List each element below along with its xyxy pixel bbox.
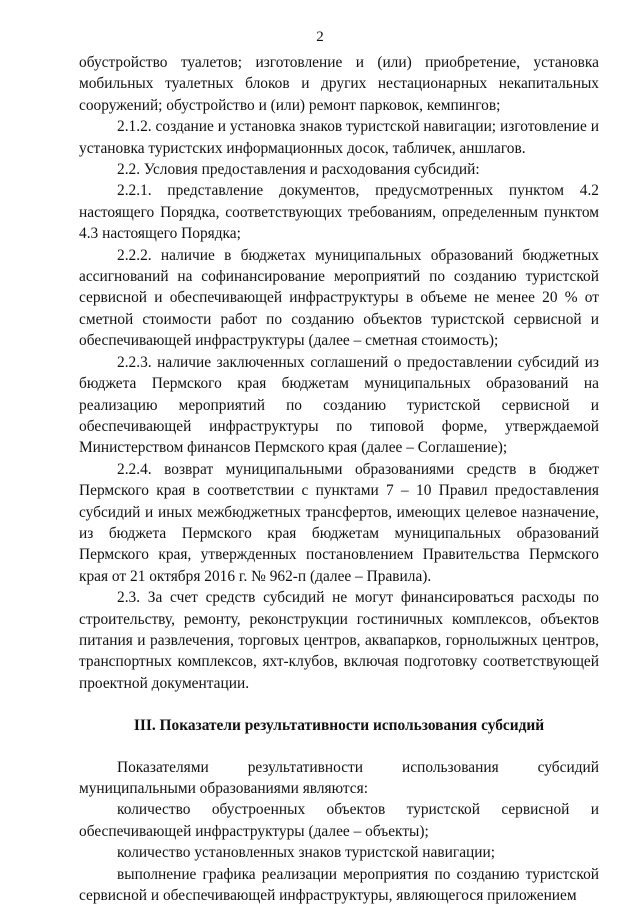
paragraph-indicator-objects: количество обустроенных объектов туристской сервисной и обеспечивающей инфраструктуры (далее – объекты);	[79, 801, 599, 840]
paragraph-2-1-2: 2.1.2. создание и установка знаков туристской навигации; изготовление и установка туристских информационных досок, табличек, аншлагов.	[79, 118, 599, 157]
section-heading: III. Показатели результативности использования субсидий	[133, 717, 545, 735]
page-number: 2	[316, 29, 324, 45]
paragraph-2-2: 2.2. Условия предоставления и расходования субсидий:	[117, 161, 480, 179]
document-body	[79, 52, 599, 906]
paragraph-indicator-schedule: выполнение графика реализации мероприятия по созданию туристской сервисной и обеспечивающей инфраструктуры, являющегося приложением	[79, 865, 599, 905]
paragraph-2-3: 2.3. За счет средств субсидий не могут финансироваться расходы по строительству, ремонту, реконструкции гостиничных комплексов, объектов питания и развлечения, торговых центров, аквапарков, горнолыжных центров, транспортных комплексов, яхт-клубов, включая подготовку соответствующей проектной документации.	[79, 589, 599, 692]
paragraph-2-2-4: 2.2.4. возврат муниципальными образованиями средств в бюджет Пермского края в соответствии с пунктами 7 – 10 Правил предоставления субсидий и иных межбюджетных трансфертов, имеющих целевое назначение, из бюджета Пермского края бюджетам муниципальных образований Пермского края, утвержденных постановлением Правительства Пермского края от 21 октября 2016 г. № 962-п (далее – Правила).	[79, 460, 599, 585]
paragraph-2-2-2: 2.2.2. наличие в бюджетах муниципальных образований бюджетных ассигнований на софинансирование мероприятий по созданию туристской сервисной и обеспечивающей инфраструктуры в объеме не менее 20 % от сметной стоимости работ по созданию объектов туристской сервисной и обеспечивающей инфраструктуры (далее – сметная стоимость);	[79, 246, 599, 350]
paragraph-continuation: обустройство туалетов; изготовление и (или) приобретение, установка мобильных туалетных блоков и других нестационарных некапитальных сооружений; обустройство и (или) ремонт парковок, кемпингов;	[79, 54, 599, 114]
paragraph-indicator-signs: количество установленных знаков туристской навигации;	[117, 844, 496, 862]
paragraph-indicators-intro: Показателями результативности использования субсидий муниципальными образованиями являются:	[79, 758, 599, 797]
paragraph-2-2-1: 2.2.1. представление документов, предусмотренных пунктом 4.2 настоящего Порядка, соответствующих требованиям, определенным пунктом 4.3 настоящего Порядка;	[79, 182, 599, 243]
paragraph-2-2-3: 2.2.3. наличие заключенных соглашений о предоставлении субсидий из бюджета Пермского края бюджетам муниципальных образований на реализацию мероприятий по созданию туристской сервисной и обеспечивающей инфраструктуры по типовой форме, утверждаемой Министерством финансов Пермского края (далее – Соглашение);	[79, 353, 599, 457]
